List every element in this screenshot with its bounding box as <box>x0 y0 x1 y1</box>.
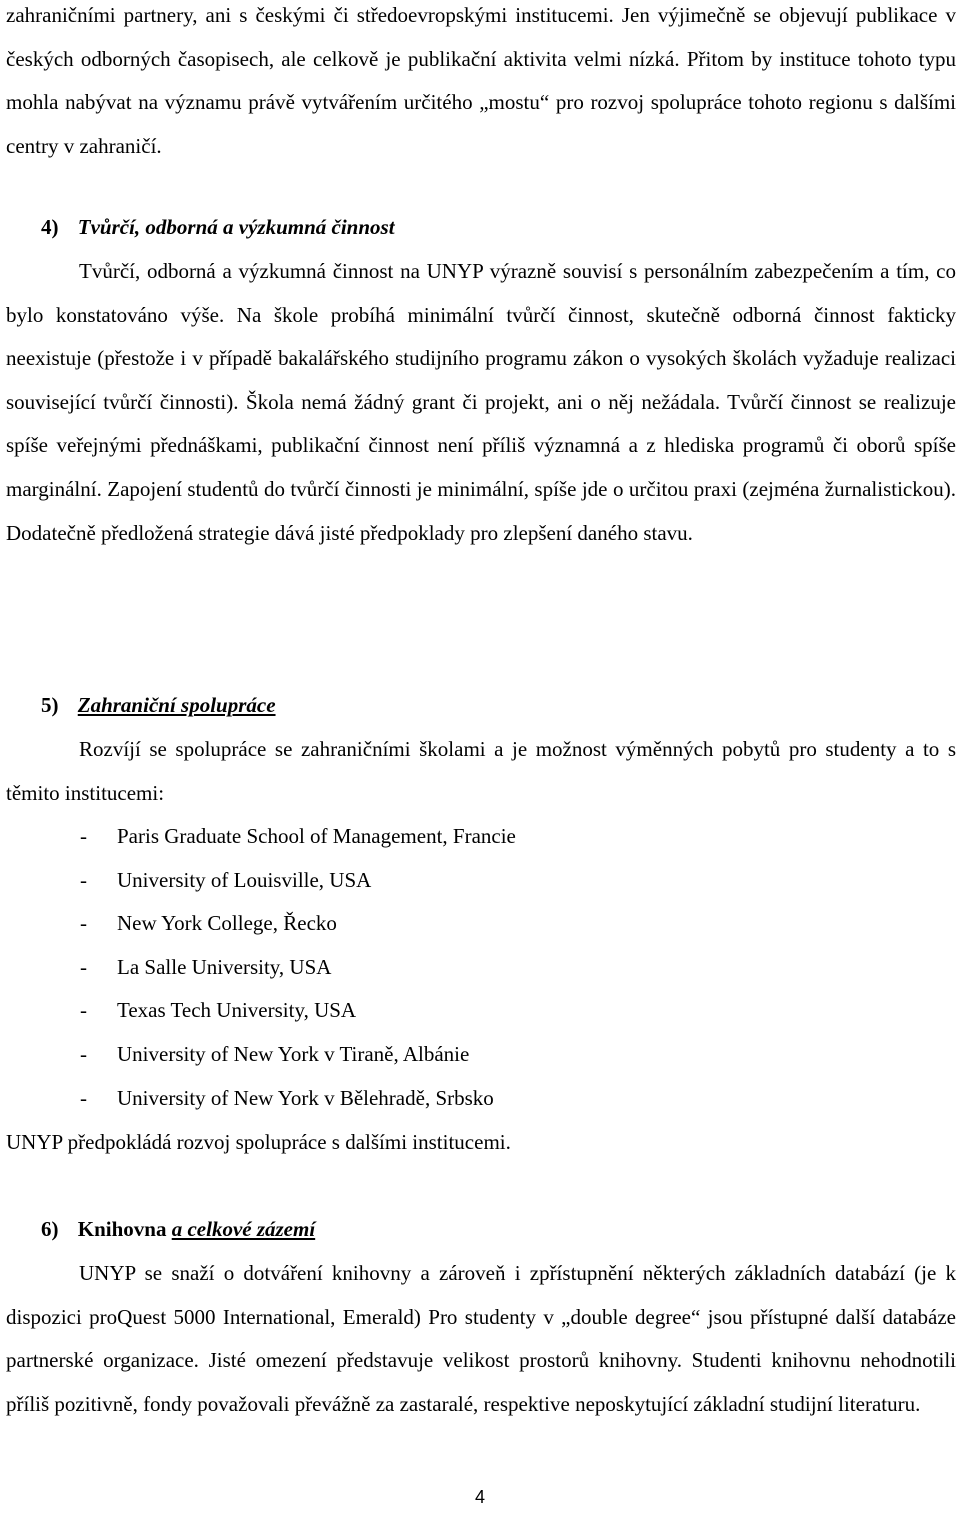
section-6-title-part1: Knihovna <box>77 1217 167 1241</box>
list-item <box>80 946 516 990</box>
intro-paragraph: zahraničními partnery, ani s českými či středoevropskými institucemi. Jen výjimečně se objevují publikace v českých odborných časopisech, ale celkově je publikační aktivita velmi nízká. Přitom by instituce tohoto typu mohla nabývat na významu právě vytvářením určitého „mostu“ pro rozvoj spolupráce tohoto regionu s dalšími centry v zahraničí. <box>6 3 956 158</box>
section-6-paragraph: UNYP se snaží o dotváření knihovny a zároveň i zpřístupnění některých základních databází (je k dispozici proQuest 5000 International, Emerald) Pro studenty v „double degree“ jsou přístupné další databáze partnerské organizace. Jisté omezení představuje velikost prostorů knihovny. Studenti knihovnu nehodnotili příliš pozitivně, fondy považovali převážně za zastaralé, respektive neposkytující základní studijní literaturu. <box>6 1261 956 1416</box>
section-5-closing: UNYP předpokládá rozvoj spolupráce s dalšími institucemi. <box>6 1130 511 1154</box>
institution-name: University of New York v Tiraně, Albánie <box>117 1041 470 1066</box>
section-5-heading <box>41 690 276 720</box>
institutions-list <box>80 815 516 1120</box>
list-item <box>80 1033 516 1077</box>
section-6-number: 6) <box>41 1217 59 1241</box>
list-item <box>80 902 516 946</box>
page-number: 4 <box>474 1487 485 1507</box>
list-item <box>80 815 516 859</box>
list-item <box>80 1077 516 1121</box>
institution-name: Texas Tech University, USA <box>117 998 357 1023</box>
section-4-title: Tvůrčí, odborná a výzkumná činnost <box>77 215 395 239</box>
section-4-heading <box>41 212 395 242</box>
institution-name: La Salle University, USA <box>117 954 332 979</box>
section-5-paragraph: Rozvíjí se spolupráce se zahraničními školami a je možnost výměnných pobytů pro studenty a to s těmito institucemi: <box>6 737 956 805</box>
section-5-title: Zahraniční spolupráce <box>77 693 276 717</box>
section-6-title-part2: a celkové zázemí <box>171 1217 316 1241</box>
list-dash: - <box>80 911 87 936</box>
list-dash: - <box>80 824 87 848</box>
list-dash: - <box>80 954 87 979</box>
list-dash: - <box>80 1085 87 1110</box>
institution-name: Paris Graduate School of Management, Francie <box>117 824 516 848</box>
list-item <box>80 859 516 903</box>
section-6-heading <box>41 1214 315 1244</box>
section-5-number: 5) <box>41 693 59 717</box>
list-item <box>80 989 516 1033</box>
list-dash: - <box>80 867 87 892</box>
institution-name: University of New York v Bělehradě, Srbsko <box>117 1085 494 1110</box>
list-dash: - <box>80 998 87 1023</box>
institution-name: New York College, Řecko <box>117 911 337 936</box>
section-4-number: 4) <box>41 215 59 239</box>
list-dash: - <box>80 1041 87 1066</box>
section-4-paragraph: Tvůrčí, odborná a výzkumná činnost na UNYP výrazně souvisí s personálním zabezpečením a tím, co bylo konstatováno výše. Na škole probíhá minimální tvůrčí činnost, skutečně odborná činnost fakticky neexistuje (přestože i v případě bakalářského studijního programu zákon o vysokých školách vyžaduje realizaci související tvůrčí činnosti). Škola nemá žádný grant či projekt, ani o něj nežádala. Tvůrčí činnost se realizuje spíše veřejnými přednáškami, publikační činnost není příliš významná a z hlediska programů či oborů spíše marginální. Zapojení studentů do tvůrčí činnosti je minimální, spíše jde o určitou praxi (zejména žurnalistickou). Dodatečně předložená strategie dává jisté předpoklady pro zlepšení daného stavu. <box>6 259 956 545</box>
institution-name: University of Louisville, USA <box>117 867 372 892</box>
